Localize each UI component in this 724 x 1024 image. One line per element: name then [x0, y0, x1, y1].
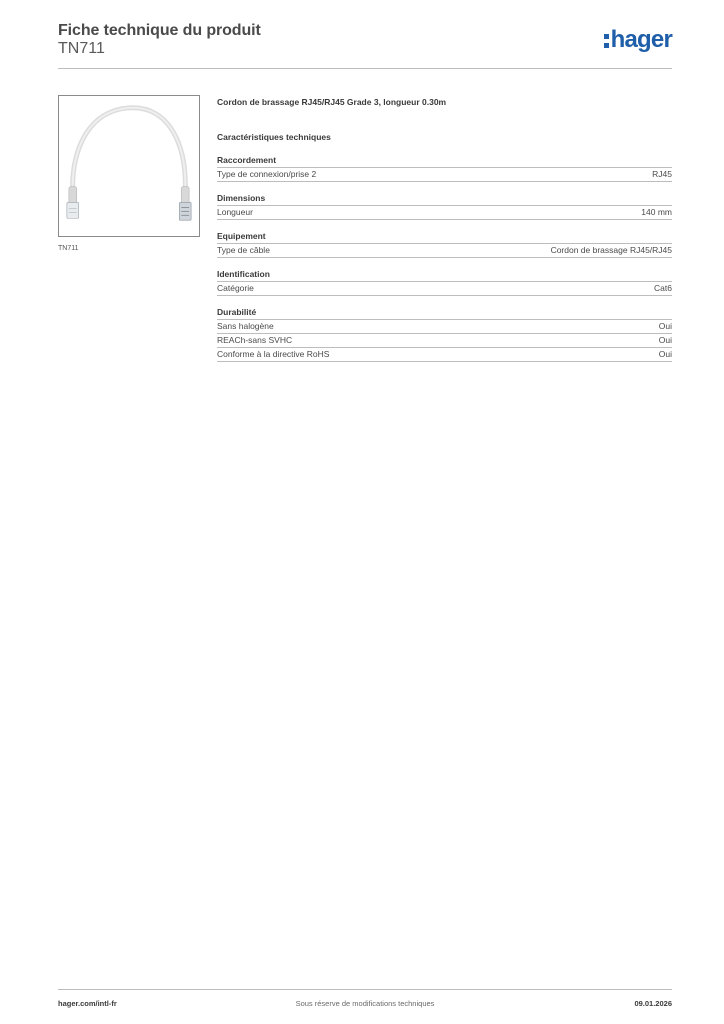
spec-value: 140 mm [641, 207, 672, 217]
spec-row [217, 244, 672, 258]
logo-text: hager [610, 26, 672, 53]
spec-value: Oui [658, 335, 672, 345]
page-title: Fiche technique du produit [58, 22, 261, 39]
spec-label: Longueur [217, 207, 253, 217]
spec-value: RJ45 [652, 169, 672, 179]
spec-row [217, 348, 672, 362]
section-title: Durabilité [217, 306, 672, 320]
spec-value: Cordon de brassage RJ45/RJ45 [550, 245, 672, 255]
page-header [58, 20, 672, 69]
spec-label: Type de connexion/prise 2 [217, 169, 317, 179]
tech-specs-heading: Caractéristiques techniques [217, 132, 331, 142]
spec-row [217, 282, 672, 296]
spec-row [217, 168, 672, 182]
spec-value: Cat6 [654, 283, 672, 293]
spec-label: Sans halogène [217, 321, 274, 331]
section-identification [217, 268, 672, 296]
product-description: Cordon de brassage RJ45/RJ45 Grade 3, longueur 0.30m [217, 97, 447, 107]
spec-row [217, 334, 672, 348]
section-durabilite [217, 306, 672, 362]
product-details [217, 95, 672, 362]
section-raccordement [217, 154, 672, 182]
patch-cable-illustration [59, 96, 199, 236]
section-title: Dimensions [217, 192, 672, 206]
spec-label: Type de câble [217, 245, 270, 255]
logo-colon-mark [604, 34, 609, 48]
spec-label: Conforme à la directive RoHS [217, 349, 330, 359]
disclaimer-text: Sous réserve de modifications techniques [295, 999, 435, 1008]
section-equipement [217, 230, 672, 258]
spec-row [217, 320, 672, 334]
image-caption: TN711 [58, 245, 79, 252]
hager-logo [604, 27, 672, 53]
section-title: Raccordement [217, 154, 672, 168]
spec-value: Oui [658, 321, 672, 331]
document-date: 09.01.2026 [634, 999, 672, 1008]
website-link[interactable]: hager.com/intl-fr [58, 999, 117, 1008]
spec-row [217, 206, 672, 220]
section-dimensions [217, 192, 672, 220]
product-reference: TN711 [58, 40, 105, 57]
spec-label: REACh-sans SVHC [217, 335, 293, 345]
spec-value: Oui [658, 349, 672, 359]
product-image [58, 95, 200, 237]
section-title: Identification [217, 268, 672, 282]
page-footer [58, 989, 672, 1014]
section-title: Equipement [217, 230, 672, 244]
spec-label: Catégorie [217, 283, 254, 293]
